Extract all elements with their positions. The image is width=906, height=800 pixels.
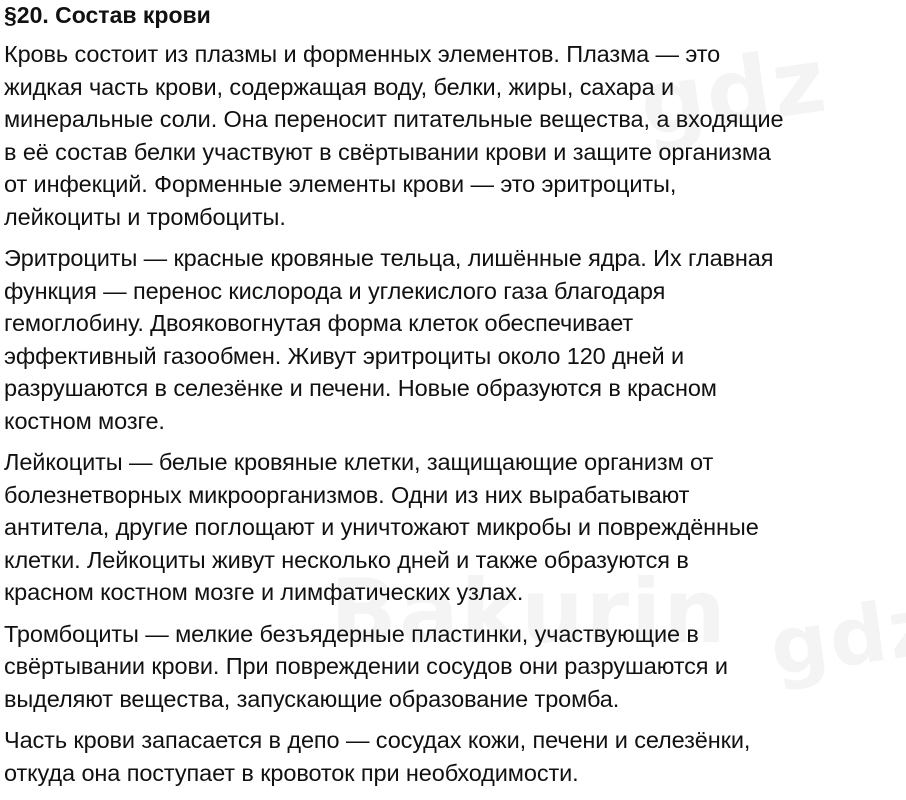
- text-line: выделяют вещества, запускающие образование тромба.: [4, 685, 620, 712]
- text-line: костном мозге.: [4, 407, 165, 434]
- text-line: в её состав белки участвуют в свёртывании крови и защите организма: [4, 138, 771, 165]
- paragraph-plasma: [4, 38, 902, 233]
- text-line: Тромбоциты — мелкие безъядерные пластинки, участвующие в: [4, 620, 699, 647]
- text-line: эффективный газообмен. Живут эритроциты около 120 дней и: [4, 342, 685, 369]
- text-line: откуда она поступает в кровоток при необходимости.: [4, 759, 579, 786]
- text-line: красном костном мозге и лимфатических узлах.: [4, 579, 524, 605]
- paragraph-thrombocytes: [4, 618, 902, 716]
- paragraph-erythrocytes: [4, 242, 902, 437]
- text-line: болезнетворных микроорганизмов. Одни из них вырабатывают: [4, 481, 690, 508]
- text-line: разрушаются в селезёнке и печени. Новые образуются в красном: [4, 375, 717, 401]
- text-line: Лейкоциты — белые кровяные клетки, защищающие организм от: [4, 449, 714, 475]
- text-line: Эритроциты — красные кровяные тельца, лишённые ядра. Их главная: [4, 245, 774, 271]
- document-title: §20. Состав крови: [4, 2, 211, 28]
- text-line: клетки. Лейкоциты живут несколько дней и также образуются в: [4, 546, 689, 573]
- paragraph-leukocytes: [4, 446, 902, 609]
- text-line: минеральные соли. Она переносит питательные вещества, а входящие: [4, 106, 784, 132]
- text-line: лейкоциты и тромбоциты.: [4, 203, 286, 230]
- text-line: гемоглобину. Двояковогнутая форма клеток обеспечивает: [4, 310, 634, 336]
- text-line: антитела, другие поглощают и уничтожают микробы и повреждённые: [4, 514, 759, 540]
- text-line: функция — перенос кислорода и углекислого газа благодаря: [4, 277, 666, 304]
- text-line: Кровь состоит из плазмы и форменных элементов. Плазма — это: [4, 41, 721, 67]
- text-line: от инфекций. Форменные элементы крови — это эритроциты,: [4, 171, 677, 197]
- text-line: Часть крови запасается в депо — сосудах кожи, печени и селезёнки,: [4, 727, 751, 753]
- paragraph-blood-depot: [4, 724, 902, 789]
- text-line: свёртывании крови. При повреждении сосудов они разрушаются и: [4, 653, 728, 679]
- text-line: жидкая часть крови, содержащая воду, белки, жиры, сахара и: [4, 73, 675, 100]
